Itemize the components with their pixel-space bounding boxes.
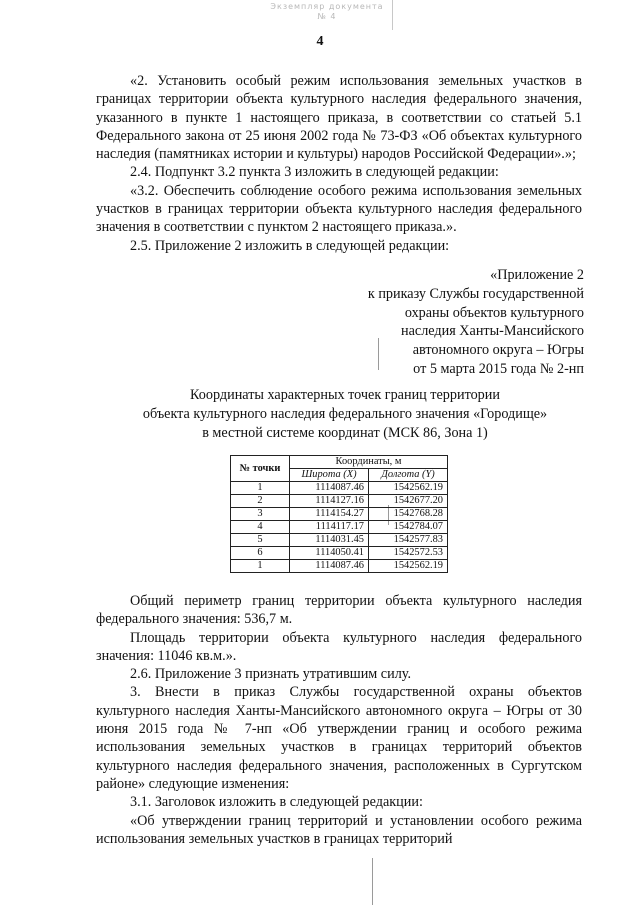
table-header-point: № точки bbox=[231, 456, 290, 482]
paragraph: Общий периметр границ территории объекта культурного наследия федерального значения: 536,7 м. bbox=[96, 593, 582, 628]
latitude-value: 1114087.46 bbox=[290, 560, 369, 573]
point-number: 2 bbox=[231, 495, 290, 508]
table-header-latitude: Широта (X) bbox=[290, 469, 369, 482]
coordinates-table bbox=[230, 455, 448, 573]
body-text-bottom bbox=[96, 592, 582, 848]
appendix-line: автономного округа – Югры bbox=[412, 342, 584, 359]
table-row bbox=[231, 521, 448, 534]
page-number: 4 bbox=[316, 34, 324, 49]
paragraph: 2.4. Подпункт 3.2 пункта 3 изложить в следующей редакции: bbox=[130, 164, 499, 181]
table-row bbox=[231, 508, 448, 521]
table-row bbox=[231, 547, 448, 560]
paragraph: «3.2. Обеспечить соблюдение особого режима использования земельных участков в границах территории объекта культурного наследия федерального значения в соответствии с пунктом 2 настоящего приказа.». bbox=[96, 182, 582, 236]
table-row bbox=[231, 560, 448, 573]
latitude-value: 1114050.41 bbox=[290, 547, 369, 560]
appendix-header bbox=[300, 266, 584, 379]
coordinates-title-line: в местной системе координат (МСК 86, Зона 1) bbox=[202, 424, 488, 441]
latitude-value: 1114154.27 bbox=[290, 508, 369, 521]
paragraph: Площадь территории объекта культурного наследия федерального значения: 11046 кв.м.». bbox=[96, 629, 582, 664]
paragraph: 2.6. Приложение 3 признать утратившим силу. bbox=[130, 666, 411, 683]
point-number: 1 bbox=[231, 482, 290, 495]
appendix-line: охраны объектов культурного bbox=[404, 304, 584, 321]
table-row bbox=[231, 482, 448, 495]
table-header-coordinates: Координаты, м bbox=[290, 456, 448, 469]
appendix-line: к приказу Службы государственной bbox=[367, 285, 584, 302]
appendix-line: «Приложение 2 bbox=[490, 267, 584, 283]
latitude-value: 1114087.46 bbox=[290, 482, 369, 495]
longitude-value: 1542768.28 bbox=[369, 508, 448, 521]
stamp-line-1: Экземпляр документа bbox=[270, 2, 384, 11]
latitude-value: 1114127.16 bbox=[290, 495, 369, 508]
paragraph: 3.1. Заголовок изложить в следующей редакции: bbox=[130, 794, 423, 811]
point-number: 6 bbox=[231, 547, 290, 560]
longitude-value: 1542562.19 bbox=[369, 560, 448, 573]
longitude-value: 1542562.19 bbox=[369, 482, 448, 495]
point-number: 1 bbox=[231, 560, 290, 573]
table-row bbox=[231, 495, 448, 508]
point-number: 3 bbox=[231, 508, 290, 521]
appendix-line: от 5 марта 2015 года № 2-нп bbox=[413, 360, 584, 377]
table-header-longitude: Долгота (Y) bbox=[369, 469, 448, 482]
longitude-value: 1542577.83 bbox=[369, 534, 448, 547]
paragraph: 2.5. Приложение 2 изложить в следующей редакции: bbox=[130, 237, 450, 254]
appendix-line: наследия Ханты-Мансийского bbox=[401, 323, 584, 340]
scan-artifact-line bbox=[372, 858, 373, 905]
coordinates-title-line: Координаты характерных точек границ территории bbox=[190, 387, 500, 403]
stamp-line-2: № 4 bbox=[317, 12, 337, 21]
stamp-divider bbox=[392, 0, 393, 30]
point-number: 5 bbox=[231, 534, 290, 547]
paragraph: «Об утверждении границ территорий и установлении особого режима использования земельных участков в границах территорий bbox=[96, 812, 582, 847]
table-row bbox=[231, 534, 448, 547]
longitude-value: 1542677.20 bbox=[369, 495, 448, 508]
document-stamp bbox=[262, 2, 392, 24]
body-text-top bbox=[96, 72, 582, 255]
latitude-value: 1114117.17 bbox=[290, 521, 369, 534]
paragraph: 3. Внести в приказ Службы государственной охраны объектов культурного наследия Ханты-Мансийского автономного округа – Югры от 30 июня 2015 года № 7-нп «Об утверждении границ и особого режима использования земельных участков в границах территорий объектов культурного наследия федерального значения, расположенных в Сургутском районе» следующие изменения: bbox=[96, 684, 582, 792]
longitude-value: 1542572.53 bbox=[369, 547, 448, 560]
coordinates-title-line: объекта культурного наследия федерального значения «Городище» bbox=[142, 405, 548, 422]
point-number: 4 bbox=[231, 521, 290, 534]
paragraph: «2. Установить особый режим использования земельных участков в границах территории объекта культурного наследия федерального значения, указанного в пункте 1 настоящего приказа, в соответствии со статьей 5.1 Федерального закона от 25 июня 2002 года № 73-ФЗ «Об объектах культурного наследия (памятниках истории и культуры) народов Российской Федерации».»; bbox=[96, 73, 582, 163]
latitude-value: 1114031.45 bbox=[290, 534, 369, 547]
coordinates-title bbox=[60, 386, 630, 442]
longitude-value: 1542784.07 bbox=[369, 521, 448, 534]
